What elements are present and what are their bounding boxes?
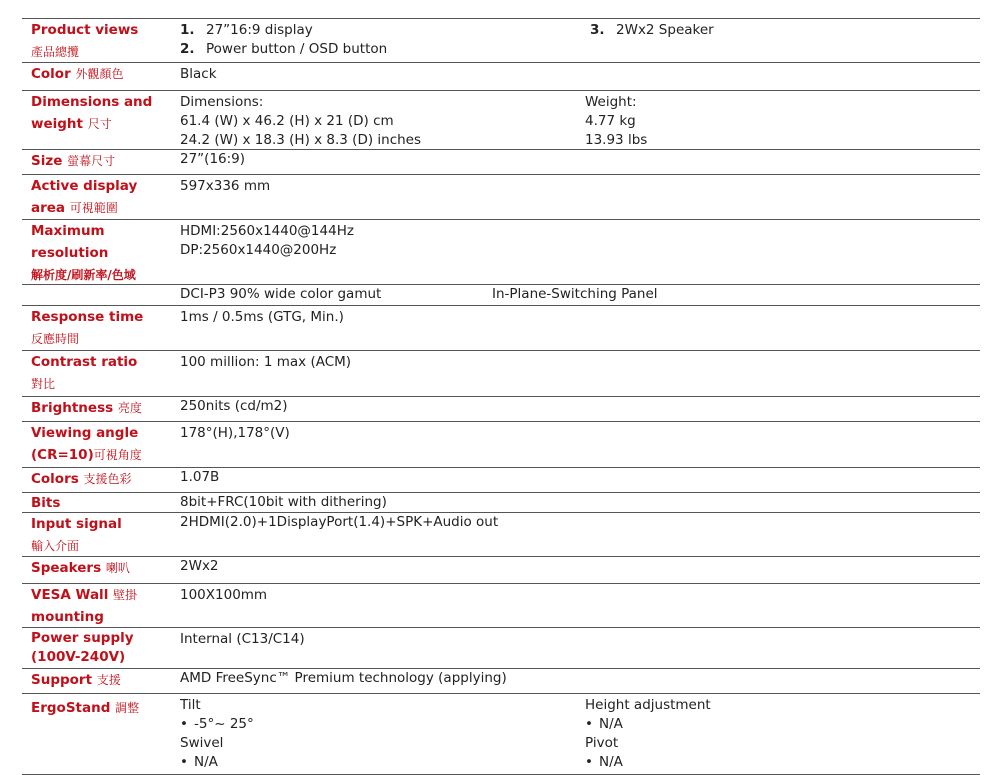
- row-vesa: [22, 584, 980, 628]
- row-brightness: [22, 397, 980, 422]
- value-viewing-angle: 178°(H),178°(V): [180, 425, 290, 441]
- value-power-supply: Internal (C13/C14): [180, 631, 305, 647]
- label-input-signal: Input signal 輸入介面: [31, 516, 122, 553]
- product-views-list: [180, 19, 387, 59]
- row-input-signal: [22, 513, 980, 557]
- row-viewing-angle: [22, 422, 980, 468]
- list-item: 3. 2Wx2 Speaker: [590, 22, 714, 38]
- row-support: [22, 669, 980, 694]
- list-item: 1. 27”16:9 display: [180, 22, 313, 38]
- value-vesa: 100X100mm: [180, 587, 268, 603]
- value-input-signal: 2HDMI(2.0)+1DisplayPort(1.4)+SPK+Audio out: [180, 514, 499, 530]
- label-speakers: Speakers 喇叭: [31, 560, 130, 576]
- label-viewing-angle: Viewing angle (CR=10)可視角度: [31, 425, 142, 463]
- row-product-views: [22, 19, 980, 63]
- row-active-area: [22, 175, 980, 220]
- label-active-area: Active display area 可視範圍: [31, 178, 138, 216]
- value-color: Black: [180, 66, 217, 82]
- value-dimensions: Dimensions: 61.4 (W) x 46.2 (H) x 21 (D) cm 24.2 (W) x 18.3 (H) x 8.3 (D) inches: [180, 94, 422, 148]
- row-color: [22, 63, 980, 91]
- row-gamut: [22, 285, 980, 306]
- label-contrast: Contrast ratio 對比: [31, 354, 138, 391]
- product-views-list-2: [590, 19, 714, 40]
- list-item: • -5°~ 25°: [180, 715, 254, 734]
- label-colors: Colors 支援色彩: [31, 471, 132, 487]
- row-power-supply: [22, 628, 980, 669]
- label-brightness: Brightness 亮度: [31, 400, 142, 416]
- row-bits: [22, 493, 980, 513]
- list-item: • N/A: [585, 715, 711, 734]
- value-contrast: 100 million: 1 max (ACM): [180, 354, 352, 370]
- label-ergostand: ErgoStand 調整: [31, 700, 140, 716]
- label-size: Size 螢幕尺寸: [31, 153, 116, 169]
- label-power-supply: Power supply (100V-240V): [31, 630, 134, 665]
- label-support: Support 支援: [31, 672, 121, 688]
- label-bits: Bits: [31, 495, 61, 511]
- value-ergostand-right: Height adjustment • N/A Pivot • N/A: [585, 694, 711, 772]
- row-contrast: [22, 351, 980, 397]
- list-item: 2. Power button / OSD button: [180, 41, 388, 57]
- value-max-resolution: HDMI:2560x1440@144Hz DP:2560x1440@200Hz: [180, 223, 354, 258]
- list-item: • N/A: [180, 753, 254, 772]
- label-vesa: VESA Wall 壁掛 mounting: [31, 587, 138, 625]
- row-speakers: [22, 557, 980, 584]
- label-dimensions: Dimensions and weight 尺寸: [31, 94, 153, 132]
- row-size: [22, 150, 980, 175]
- row-response-time: [22, 306, 980, 351]
- list-item: • N/A: [585, 753, 711, 772]
- value-gamut: DCI-P3 90% wide color gamut: [180, 286, 382, 302]
- value-support: AMD FreeSync™ Premium technology (applying): [180, 670, 507, 686]
- spec-table: [22, 18, 980, 775]
- row-colors: [22, 468, 980, 493]
- row-max-resolution: [22, 220, 980, 285]
- row-ergostand: [22, 694, 980, 775]
- value-active-area: 597x336 mm: [180, 178, 271, 194]
- value-size: 27”(16:9): [180, 151, 246, 167]
- value-brightness: 250nits (cd/m2): [180, 398, 288, 414]
- value-colors: 1.07B: [180, 469, 220, 485]
- label-max-resolution: Maximum resolution 解析度/刷新率/色域: [31, 223, 136, 282]
- value-ergostand-left: Tilt • -5°~ 25° Swivel • N/A: [180, 694, 254, 772]
- value-weight: Weight: 4.77 kg 13.93 lbs: [585, 94, 648, 148]
- value-speakers: 2Wx2: [180, 558, 219, 574]
- value-response-time: 1ms / 0.5ms (GTG, Min.): [180, 309, 344, 325]
- label-response-time: Response time 反應時間: [31, 309, 144, 346]
- label-product-views: Product views 產品總攬: [31, 22, 139, 59]
- row-dimensions: [22, 91, 980, 150]
- value-bits: 8bit+FRC(10bit with dithering): [180, 494, 387, 510]
- value-panel: In-Plane-Switching Panel: [492, 286, 658, 302]
- label-color: Color 外觀顏色: [31, 66, 124, 82]
